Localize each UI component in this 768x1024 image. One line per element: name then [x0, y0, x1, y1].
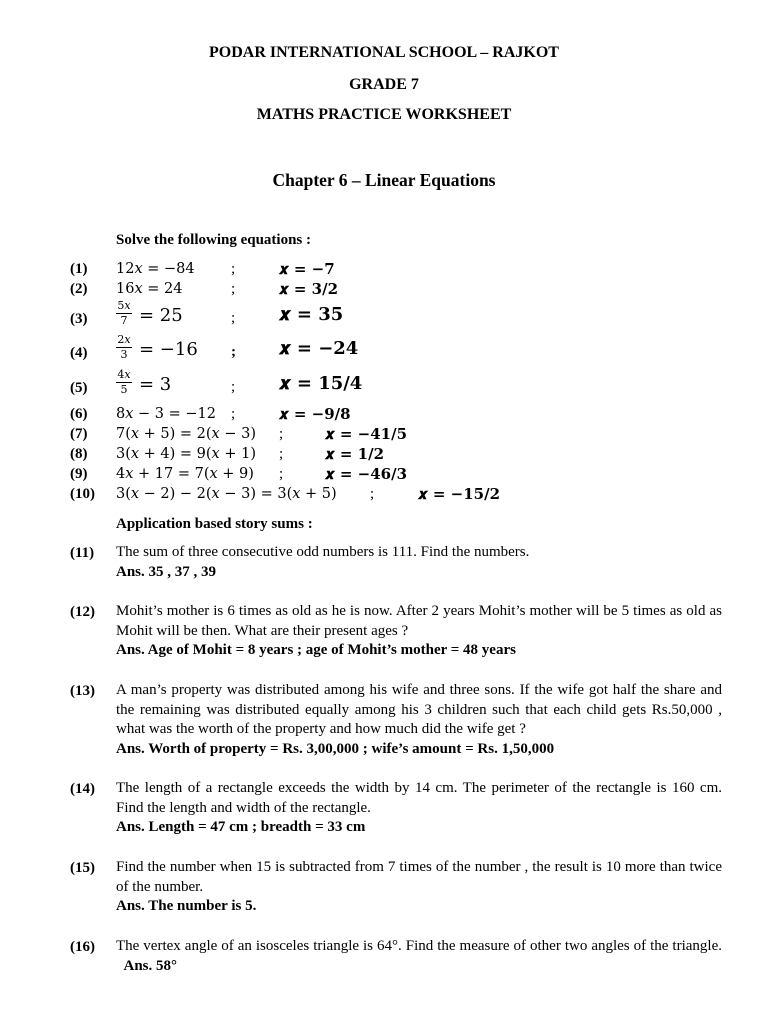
question-answer: Ans. 58°: [123, 957, 178, 974]
chapter-title: Chapter 6 – Linear Equations: [272, 170, 496, 190]
equation-separator: ;: [279, 446, 284, 462]
question-text: The sum of three consecutive odd numbers is 111. Find the numbers.: [116, 544, 530, 560]
question-15: [116, 858, 722, 917]
question-number: (16): [70, 939, 95, 955]
question-14: [116, 779, 722, 838]
grade-heading: GRADE 7: [349, 76, 419, 93]
question-answer: Ans. Length = 47 cm ; breadth = 33 cm: [116, 819, 366, 835]
equation-number: (4): [70, 345, 88, 361]
question-number: (14): [70, 781, 95, 797]
equation-separator: ;: [231, 406, 236, 422]
equation-answer: 𝒙 = 𝟑𝟓: [279, 304, 344, 325]
question-16: [116, 937, 722, 976]
equation-separator: ;: [231, 261, 236, 277]
equation-separator: ;: [231, 281, 236, 297]
fraction-denominator: 3: [120, 348, 128, 361]
equation-answer: 𝒙 = 𝟏/𝟐: [325, 445, 385, 463]
equation-expression: = 3: [139, 374, 172, 395]
question-number: (12): [70, 604, 95, 620]
equation-answer: 𝒙 = −𝟕: [279, 260, 335, 278]
equation-separator: ;: [231, 344, 236, 360]
question-number: (15): [70, 860, 95, 876]
equation-separator: ;: [231, 379, 236, 395]
question-number: (13): [70, 683, 95, 699]
question-text: The vertex angle of an isosceles triangle is 64°. Find the measure of other two angles of the triangle.: [116, 938, 722, 954]
question-11: [116, 543, 722, 582]
fraction: [116, 300, 132, 327]
equation-number: (5): [70, 380, 88, 396]
question-text: A man’s property was distributed among his wife and three sons. If the wife got half the share and the remaining was distributed equally among his 3 children such that each child gets Rs.50,000 , what was the worth of the property and how much did the wife get ?: [116, 682, 722, 737]
equation-number: (1): [70, 261, 88, 277]
equation-number: (10): [70, 486, 95, 502]
equation-number: (9): [70, 466, 88, 482]
question-answer: Ans. Worth of property = Rs. 3,00,000 ; wife’s amount = Rs. 1,50,000: [116, 740, 555, 757]
fraction: [116, 334, 132, 361]
equation-number: (6): [70, 406, 88, 422]
fraction-numerator: 5𝑥: [117, 299, 131, 312]
question-answer: Ans. Age of Mohit = 8 years ; age of Mohit’s mother = 48 years: [116, 642, 516, 658]
question-13: [116, 681, 722, 759]
equation-answer: 𝒙 = −𝟗/𝟖: [279, 405, 351, 423]
equation-separator: ;: [279, 426, 284, 442]
equation-expression: 4𝑥 + 17 = 7(𝑥 + 9): [116, 466, 254, 482]
fraction-numerator: 2𝑥: [117, 333, 131, 346]
section-heading-story-sums: Application based story sums :: [116, 516, 313, 532]
equation-expression: 3(𝑥 + 4) = 9(𝑥 + 1): [116, 446, 256, 462]
equation-number: (2): [70, 281, 88, 297]
equation-answer: 𝒙 = 𝟏𝟓/𝟒: [279, 373, 363, 394]
worksheet-title: MATHS PRACTICE WORKSHEET: [256, 106, 512, 123]
equation-expression: = −16: [139, 339, 198, 360]
school-name: PODAR INTERNATIONAL SCHOOL – RAJKOT: [209, 44, 559, 61]
equation-expression: = 25: [139, 305, 183, 326]
equation-separator: ;: [231, 310, 236, 326]
fraction-denominator: 5: [120, 383, 128, 396]
fraction-denominator: 7: [120, 314, 128, 327]
question-text: The length of a rectangle exceeds the width by 14 cm. The perimeter of the rectangle is 160 cm. Find the length and width of the rectangle.: [116, 780, 722, 816]
equation-expression: 8𝑥 − 3 = −12: [116, 406, 216, 422]
question-text: Find the number when 15 is subtracted from 7 times of the number , the result is 10 more than twice of the number.: [116, 859, 722, 895]
equation-number: (7): [70, 426, 88, 442]
equation-answer: 𝒙 = −𝟒𝟏/𝟓: [325, 425, 408, 443]
equation-separator: ;: [279, 466, 284, 482]
equation-expression: 16𝑥 = 24: [116, 281, 183, 297]
fraction: [116, 369, 132, 396]
question-answer: Ans. The number is 5.: [116, 898, 257, 914]
equation-separator: ;: [370, 486, 375, 502]
question-answer: Ans. 35 , 37 , 39: [116, 563, 217, 580]
fraction-numerator: 4𝑥: [117, 368, 131, 381]
equation-number: (3): [70, 311, 88, 327]
equation-expression: 12𝑥 = −84: [116, 261, 195, 277]
equation-answer: 𝒙 = −𝟐𝟒: [279, 338, 359, 359]
question-text: Mohit’s mother is 6 times as old as he is now. After 2 years Mohit’s mother will be 5 times as old as Mohit will be then. What are their present ages ?: [116, 603, 722, 639]
question-12: [116, 602, 722, 661]
equation-answer: 𝒙 = −𝟏𝟓/𝟐: [418, 485, 501, 503]
equation-answer: 𝒙 = −𝟒𝟔/𝟑: [325, 465, 408, 483]
section-heading-equations: Solve the following equations :: [116, 232, 312, 248]
question-number: (11): [70, 545, 95, 561]
equation-expression: 7(𝑥 + 5) = 2(𝑥 − 3): [116, 426, 256, 442]
equation-number: (8): [70, 446, 88, 462]
equation-answer: 𝒙 = 𝟑/𝟐: [279, 280, 339, 298]
equation-expression: 3(𝑥 − 2) − 2(𝑥 − 3) = 3(𝑥 + 5): [116, 486, 337, 502]
